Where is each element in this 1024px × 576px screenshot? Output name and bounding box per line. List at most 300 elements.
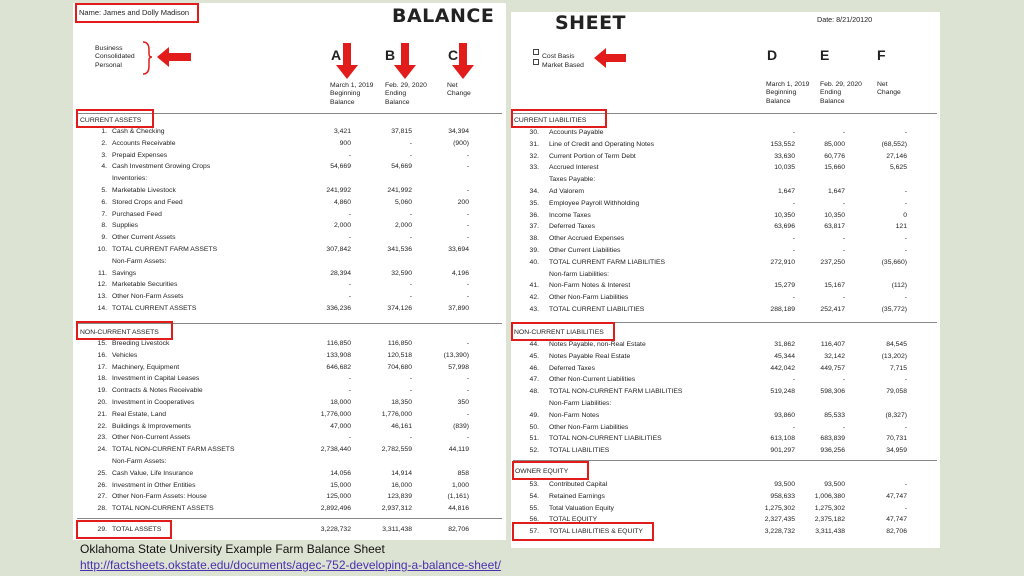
table-row (511, 433, 940, 445)
net-change-value: 57,998 (448, 363, 469, 371)
row-label: Non-Farm Assets: (112, 458, 167, 465)
ending-balance-value: 1,006,380 (814, 492, 845, 500)
ending-balance-value: 5,060 (394, 198, 412, 206)
beginning-balance-value: 10,350 (774, 211, 795, 219)
row-number: 25. (97, 469, 107, 477)
row-label: Investment in Capital Leases (112, 375, 200, 383)
ending-balance-value: 116,850 (387, 340, 412, 347)
row-label: Investment in Cooperatives (112, 399, 195, 406)
table-row (73, 362, 506, 374)
net-change-value: - (466, 375, 469, 383)
row-number: 4. (101, 163, 107, 171)
source-link[interactable]: http://factsheets.okstate.edu/documents/agec-752-developing-a-balance-sheet/ (80, 558, 501, 572)
row-number: 45. (529, 352, 539, 360)
net-change-value: 44,119 (448, 446, 469, 454)
row-label: Vehicles (112, 351, 138, 359)
beginning-balance-value: 1,776,000 (320, 410, 351, 418)
row-number: 35. (529, 199, 539, 207)
ending-balance-value: 63,817 (824, 223, 845, 231)
current-assets-title: CURRENT ASSETS (80, 117, 142, 124)
row-number: 34. (529, 188, 539, 195)
net-change-value: 33,694 (448, 246, 469, 253)
row-label: TOTAL CURRENT ASSETS (112, 305, 197, 312)
ending-balance-value: 116,407 (820, 341, 845, 348)
row-label: TOTAL NON-CURRENT FARM LIABILITIES (549, 388, 683, 396)
table-row (73, 385, 506, 397)
ending-balance-value: - (842, 423, 845, 431)
ending-balance-value: - (409, 151, 412, 159)
row-number: 47. (529, 376, 539, 384)
table-row (511, 233, 940, 245)
ending-balance-value: 341,536 (387, 246, 412, 253)
beginning-balance-value: 2,327,435 (764, 516, 795, 524)
beginning-balance-value: 93,860 (774, 411, 795, 419)
market-based-label: Market Based (542, 62, 584, 69)
ending-balance-value: - (842, 376, 845, 384)
row-number: 20. (97, 399, 107, 406)
beginning-balance-value: 519,248 (770, 388, 795, 396)
beginning-balance-value: 2,738,440 (320, 446, 351, 454)
ending-balance-value: 241,992 (387, 187, 412, 194)
net-change-value: - (466, 222, 469, 230)
net-change-value: 84,545 (886, 341, 907, 348)
row-number: 27. (97, 493, 107, 501)
row-number: 2. (101, 139, 107, 147)
table-row (73, 232, 506, 244)
net-change-value: (35,772) (881, 306, 907, 313)
row-number: 24. (97, 446, 107, 454)
row-number: 56. (529, 516, 539, 524)
col-letter-b: B (385, 47, 396, 63)
row-label: Marketable Securities (112, 281, 178, 289)
ending-balance-value: 2,375,182 (814, 516, 845, 524)
table-row (511, 186, 940, 198)
beginning-balance-value: - (792, 129, 795, 136)
beginning-balance-value: 14,056 (330, 469, 351, 477)
col-letter-a: A (331, 47, 342, 63)
table-row (73, 185, 506, 197)
table-row (73, 256, 506, 268)
table-row (511, 269, 940, 281)
row-label: Deferred Taxes (549, 364, 595, 372)
row-label: Supplies (112, 222, 139, 230)
ending-balance-value: - (842, 199, 845, 207)
net-change-value: - (466, 163, 469, 171)
row-label: Employee Payroll Withholding (549, 199, 640, 207)
row-label: Line of Credit and Operating Notes (549, 140, 655, 148)
row-number: 53. (529, 481, 539, 488)
row-label: Inventories: (112, 175, 148, 183)
beginning-balance-value: 33,630 (774, 152, 795, 160)
beginning-balance-value: 3,421 (333, 128, 351, 135)
ending-balance-value: 85,533 (824, 411, 845, 419)
cost-basis-checkbox[interactable] (533, 49, 539, 55)
net-change-value: - (904, 188, 907, 195)
market-based-checkbox[interactable] (533, 59, 539, 65)
row-label: Savings (112, 269, 137, 277)
beginning-balance-value: 958,633 (770, 492, 795, 500)
net-change-value: 82,706 (448, 526, 469, 533)
net-change-value: - (466, 387, 469, 395)
row-label: Cash Investment Growing Crops (112, 163, 211, 171)
table-row (511, 374, 940, 386)
beginning-balance-value: - (348, 293, 351, 301)
beginning-balance-value: 646,682 (326, 363, 351, 371)
net-change-value: (112) (891, 282, 907, 290)
net-change-value: 121 (895, 223, 907, 231)
row-number: 41. (529, 282, 539, 290)
beginning-balance-value: - (348, 151, 351, 159)
ending-balance-value: 936,256 (820, 447, 845, 455)
beginning-balance-value: - (792, 376, 795, 384)
beginning-balance-value: - (348, 387, 351, 395)
ending-balance-value: - (409, 293, 412, 301)
ending-balance-value: 2,000 (394, 222, 412, 230)
balance-title: BALANCE (392, 5, 495, 27)
table-row (73, 291, 506, 303)
row-label: Breeding Livestock (112, 340, 170, 347)
table-row (73, 150, 506, 162)
table-row (511, 174, 940, 186)
table-row (73, 373, 506, 385)
table-row (511, 162, 940, 174)
current-liabilities-title: CURRENT LIABILITIES (514, 117, 587, 124)
ending-balance-value: 46,161 (391, 422, 412, 430)
row-number: 38. (529, 235, 539, 243)
beginning-balance-value: 45,344 (774, 352, 795, 360)
table-row (73, 161, 506, 173)
ending-balance-value: 60,776 (824, 152, 845, 160)
row-number: 48. (529, 388, 539, 396)
net-change-value: (900) (453, 139, 469, 147)
total-assets-highlight-box (76, 520, 172, 539)
table-row (73, 480, 506, 492)
table-row (73, 409, 506, 421)
ending-balance-value: 2,937,312 (381, 505, 412, 513)
table-row (511, 127, 940, 139)
beginning-balance-value: 900 (339, 139, 351, 147)
entity-bracket-arrow-icon (141, 40, 201, 76)
ending-balance-value: - (409, 139, 412, 147)
row-label: TOTAL NON-CURRENT ASSETS (112, 505, 214, 513)
beginning-balance-value: 3,228,732 (764, 528, 795, 536)
row-label: Other Accrued Expenses (549, 235, 625, 243)
net-change-value: 5,625 (889, 164, 907, 172)
table-row (73, 503, 506, 515)
row-label: TOTAL CURRENT FARM LIABILITIES (549, 258, 666, 266)
col-letter-e: E (820, 47, 830, 63)
table-row (511, 304, 940, 316)
table-row (511, 479, 940, 491)
beginning-balance-value: 18,000 (330, 399, 351, 406)
net-change-value: - (466, 210, 469, 218)
net-change-value: 34,394 (448, 128, 469, 135)
table-row (511, 292, 940, 304)
table-row (73, 456, 506, 468)
beginning-balance-value: - (348, 281, 351, 289)
net-change-value: - (466, 151, 469, 159)
row-number: 54. (529, 492, 539, 500)
beginning-balance-value: 442,042 (770, 364, 795, 372)
row-label: Prepaid Expenses (112, 151, 168, 159)
row-label: Retained Earnings (549, 492, 605, 500)
ending-balance-value: 237,250 (820, 258, 845, 266)
net-change-value: 0 (903, 211, 907, 219)
beginning-balance-value: 15,000 (330, 481, 351, 489)
ending-balance-value: 18,350 (391, 399, 412, 406)
row-label: Non-Farm Liabilities: (549, 400, 612, 407)
net-change-value: (1,161) (447, 493, 469, 501)
ending-balance-value: 120,518 (387, 351, 412, 359)
row-number: 44. (529, 341, 539, 348)
beginning-balance-value: 4,860 (333, 198, 351, 206)
net-change-value: 47,747 (886, 516, 907, 524)
beginning-balance-value: 613,108 (770, 435, 795, 443)
row-number: 17. (97, 363, 107, 371)
col-header-b: Feb. 29, 2020 Ending Balance (385, 82, 427, 106)
row-number: 3. (101, 151, 107, 159)
table-row (511, 151, 940, 163)
table-row (511, 445, 940, 457)
table-row (511, 363, 940, 375)
row-number: 39. (529, 247, 539, 254)
noncurrent-assets-title: NON-CURRENT ASSETS (80, 329, 159, 336)
beginning-balance-value: - (792, 423, 795, 431)
col-header-e: Feb. 29, 2020 Ending Balance (820, 81, 862, 105)
net-change-value: - (466, 434, 469, 442)
row-label: Contracts & Notes Receivable (112, 387, 203, 395)
beginning-balance-value: - (348, 234, 351, 242)
table-row (511, 245, 940, 257)
row-label: Accounts Payable (549, 129, 604, 136)
table-row (511, 198, 940, 210)
beginning-balance-value: 1,275,302 (764, 504, 795, 512)
ending-balance-value: 2,782,559 (381, 446, 412, 454)
row-number: 50. (529, 423, 539, 431)
table-row (73, 350, 506, 362)
row-label: Investment in Other Entities (112, 481, 196, 489)
row-label: TOTAL ASSETS (112, 526, 162, 533)
row-label: Accrued Interest (549, 164, 599, 172)
beginning-balance-value: 241,992 (326, 187, 351, 194)
col-letter-f: F (877, 47, 886, 63)
ending-balance-value: 1,275,302 (814, 504, 845, 512)
ending-balance-value: 10,350 (824, 211, 845, 219)
net-change-value: 37,890 (448, 305, 469, 312)
row-label: TOTAL NON-CURRENT FARM ASSETS (112, 446, 235, 454)
net-change-value: 34,959 (886, 447, 907, 455)
net-change-value: 44,816 (448, 505, 469, 513)
table-row (73, 126, 506, 138)
row-label: TOTAL NON-CURRENT LIABILITIES (549, 435, 662, 443)
ending-balance-value: - (842, 247, 845, 254)
row-label: Other Non-Farm Assets: House (112, 493, 207, 501)
beginning-balance-value: - (792, 247, 795, 254)
table-row (73, 421, 506, 433)
net-change-value: (68,552) (881, 140, 907, 148)
row-label: Other Current Liabilities (549, 247, 621, 254)
row-label: Other Non-Farm Liabilities (549, 294, 629, 302)
ending-balance-value: 123,839 (387, 493, 412, 501)
row-label: Cash & Checking (112, 128, 165, 135)
row-number: 55. (529, 504, 539, 512)
row-label: Stored Crops and Feed (112, 198, 183, 206)
table-row (73, 432, 506, 444)
row-number: 29. (97, 526, 107, 533)
ending-balance-value: 3,311,438 (382, 526, 412, 533)
col-letter-d: D (767, 47, 778, 63)
ending-balance-value: 1,647 (827, 188, 845, 195)
row-number: 11. (98, 269, 107, 277)
row-number: 7. (101, 210, 107, 218)
beginning-balance-value: 153,552 (770, 140, 795, 148)
net-change-value: - (904, 199, 907, 207)
row-label: Other Non-Current Liabilities (549, 376, 636, 384)
row-label: Other Current Assets (112, 234, 176, 242)
beginning-balance-value: - (792, 294, 795, 302)
row-number: 8. (101, 222, 107, 230)
net-change-value: 200 (457, 198, 469, 206)
table-row (511, 422, 940, 434)
row-label: TOTAL EQUITY (549, 516, 598, 524)
net-change-value: - (466, 340, 469, 347)
net-change-value: - (466, 234, 469, 242)
beginning-balance-value: 54,669 (330, 163, 351, 171)
ending-balance-value: 374,126 (387, 305, 412, 312)
table-row (511, 257, 940, 269)
table-row (73, 468, 506, 480)
beginning-balance-value: - (792, 235, 795, 243)
sheet-title: SHEET (555, 12, 627, 34)
net-change-value: (8,327) (885, 411, 907, 419)
ending-balance-value: - (409, 281, 412, 289)
table-row (73, 338, 506, 350)
ending-balance-value: - (409, 375, 412, 383)
row-label: Ad Valorem (549, 188, 585, 195)
total-liabilities-equity-highlight-box (512, 522, 654, 541)
ending-balance-value: 93,500 (824, 481, 845, 488)
owner-equity-title: OWNER EQUITY (515, 468, 569, 475)
beginning-balance-value: 15,279 (774, 282, 795, 290)
row-label: TOTAL LIABILITIES & EQUITY (549, 528, 643, 536)
col-header-a: March 1, 2019 Beginning Balance (330, 82, 374, 106)
ending-balance-value: 598,306 (820, 388, 845, 396)
table-row (73, 244, 506, 256)
row-number: 43. (529, 306, 539, 313)
beginning-balance-value: 3,228,732 (320, 526, 351, 533)
cost-basis-label: Cost Basis (542, 53, 575, 60)
caption: Oklahoma State University Example Farm Balance Sheet (80, 542, 385, 556)
row-label: Other Non-Farm Liabilities (549, 423, 629, 431)
row-label: Notes Payable, non-Real Estate (549, 341, 646, 348)
row-label: Income Taxes (549, 211, 591, 219)
ending-balance-value: 85,000 (824, 140, 845, 148)
net-change-value: - (904, 294, 907, 302)
table-row (511, 351, 940, 363)
table-row (73, 138, 506, 150)
table-row (73, 197, 506, 209)
net-change-value: 47,747 (886, 492, 907, 500)
entity-personal: Personal (95, 61, 122, 69)
beginning-balance-value: 336,236 (326, 305, 351, 312)
net-change-value: (13,202) (881, 352, 907, 360)
table-row (511, 339, 940, 351)
row-label: TOTAL CURRENT FARM ASSETS (112, 246, 218, 253)
table-row (511, 410, 940, 422)
ending-balance-value: 704,680 (387, 363, 412, 371)
net-change-value: 70,731 (886, 435, 907, 443)
table-row (73, 491, 506, 503)
row-number: 52. (529, 447, 539, 455)
ending-balance-value: - (842, 294, 845, 302)
ending-balance-value: - (842, 235, 845, 243)
table-row (73, 303, 506, 315)
name-highlight-box (75, 3, 199, 23)
entity-business: Business (95, 45, 123, 52)
owner-equity-highlight-box (512, 461, 589, 480)
row-number: 51. (529, 435, 539, 443)
row-number: 49. (529, 411, 539, 419)
date-field: Date: 8/21/20120 (817, 15, 873, 24)
row-number: 6. (101, 198, 107, 206)
net-change-value: - (466, 410, 469, 418)
col-letter-c: C (448, 47, 459, 63)
ending-balance-value: 1,776,000 (381, 410, 412, 418)
beginning-balance-value: 2,892,496 (320, 505, 351, 513)
net-change-value: - (466, 293, 469, 301)
col-header-c: Net Change (447, 82, 471, 98)
basis-arrow-icon (594, 48, 626, 68)
beginning-balance-value: - (348, 375, 351, 383)
ending-balance-value: 32,142 (824, 352, 845, 360)
row-label: Non-Farm Assets: (112, 257, 167, 265)
table-row (511, 398, 940, 410)
row-label: Other Non-Current Assets (112, 434, 191, 442)
beginning-balance-value: 288,189 (770, 306, 795, 313)
row-label: Buildings & Improvements (112, 422, 191, 430)
net-change-value: (35,660) (881, 258, 907, 266)
beginning-balance-value: 31,862 (774, 341, 795, 348)
beginning-balance-value: 93,500 (774, 481, 795, 488)
row-number: 1. (101, 128, 107, 135)
row-label: Notes Payable Real Estate (549, 352, 631, 360)
beginning-balance-value: 307,842 (326, 246, 351, 253)
net-change-value: - (466, 187, 469, 194)
ending-balance-value: 15,167 (824, 282, 845, 290)
row-number: 21. (97, 410, 107, 418)
row-number: 32. (529, 152, 539, 160)
row-label: Accounts Receivable (112, 139, 176, 147)
beginning-balance-value: 47,000 (330, 422, 351, 430)
beginning-balance-value: 125,000 (326, 493, 351, 501)
table-row (73, 444, 506, 456)
row-number: 19. (97, 387, 107, 395)
beginning-balance-value: 272,910 (770, 258, 795, 266)
row-number: 46. (529, 364, 539, 372)
row-number: 31. (529, 140, 539, 148)
row-number: 15. (97, 340, 107, 347)
table-row (73, 397, 506, 409)
net-change-value: 79,058 (886, 388, 907, 396)
row-number: 37. (529, 223, 539, 231)
row-number: 26. (97, 481, 107, 489)
beginning-balance-value: 63,696 (774, 223, 795, 231)
row-number: 28. (97, 505, 107, 513)
column-down-arrows-icon (335, 43, 475, 81)
row-number: 5. (101, 187, 107, 194)
col-header-f: Net Change (877, 81, 901, 97)
net-change-value: (13,390) (443, 351, 469, 359)
